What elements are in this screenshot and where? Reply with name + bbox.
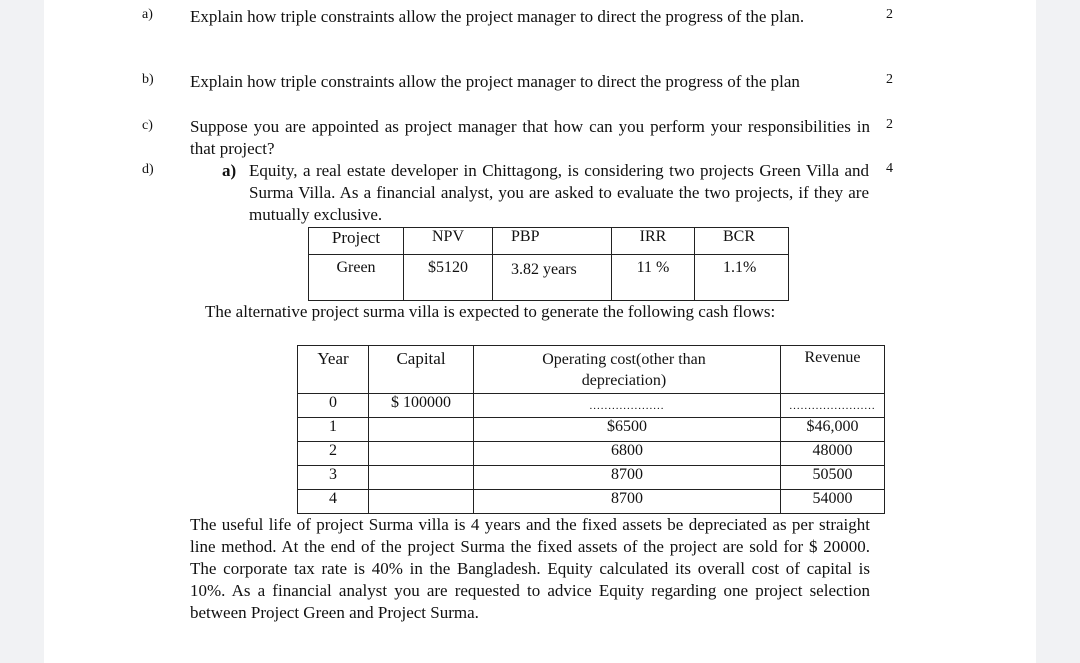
- partd-intro: Equity, a real estate developer in Chittagong, is considering two projects Green Villa and Surma Villa. As a financial analyst, you are asked to evaluate the two projects, if they are mutually exclusive.: [249, 161, 869, 224]
- question-b-label: b): [142, 72, 154, 87]
- cash-cell-revenue: 54000: [781, 490, 885, 514]
- cash-cell-revenue: $46,000: [781, 418, 885, 442]
- cash-header-row: [298, 346, 885, 394]
- question-c-marks: 2: [886, 117, 893, 132]
- cash-cell-operating-cost: $6500: [474, 418, 781, 442]
- green-header-bcr: BCR: [695, 228, 789, 255]
- cash-cell-operating-cost: 6800: [474, 442, 781, 466]
- cash-cell-year: 2: [298, 442, 369, 466]
- cash-cell-revenue: .......................: [781, 394, 885, 418]
- cash-cell-revenue: 50500: [781, 466, 885, 490]
- cash-cell-year: 4: [298, 490, 369, 514]
- green-header-project: Project: [309, 228, 404, 255]
- closing-paragraph: The useful life of project Surma villa is 4 years and the fixed assets be depreciated as per straight line method. At the end of the project Surma the fixed assets of the project are sold for $ 20000. The corporate tax rate is 40% in the Bangladesh. Equity calculated its overall cost of capital is 10%. As a financial analyst you are requested to advice Equity regarding one project selection between Project Green and Project Surma.: [190, 515, 870, 622]
- cash-cell-capital: [369, 490, 474, 514]
- cashflow-table: [297, 345, 885, 514]
- cash-row: [298, 394, 885, 418]
- partd-sub-label: a): [222, 161, 237, 180]
- green-project-table: [308, 227, 789, 301]
- question-c-label: c): [142, 118, 153, 133]
- cash-row: [298, 466, 885, 490]
- question-a-label: a): [142, 7, 153, 22]
- cash-cell-capital: $ 100000: [369, 394, 474, 418]
- green-header-npv: NPV: [404, 228, 493, 255]
- green-header-irr: IRR: [612, 228, 695, 255]
- green-cell-pbp: 3.82 years: [493, 255, 612, 301]
- question-b-text: Explain how triple constraints allow the project manager to direct the progress of the plan: [190, 72, 800, 91]
- green-cell-project: Green: [309, 255, 404, 301]
- cash-cell-operating-cost: 8700: [474, 490, 781, 514]
- cash-cell-year: 0: [298, 394, 369, 418]
- question-d-label: d): [142, 162, 154, 177]
- green-table-header-row: [309, 228, 789, 255]
- cash-row: [298, 490, 885, 514]
- green-table-row: [309, 255, 789, 301]
- cash-cell-operating-cost: ....................: [474, 394, 781, 418]
- green-header-pbp: PBP: [493, 228, 612, 255]
- question-a-text: Explain how triple constraints allow the project manager to direct the progress of the plan.: [190, 7, 805, 26]
- cash-row: [298, 442, 885, 466]
- cash-cell-operating-cost: 8700: [474, 466, 781, 490]
- cash-cell-year: 1: [298, 418, 369, 442]
- question-d-marks: 4: [886, 161, 893, 176]
- cash-cell-revenue: 48000: [781, 442, 885, 466]
- cash-cell-year: 3: [298, 466, 369, 490]
- green-cell-irr: 11 %: [612, 255, 695, 301]
- green-cell-bcr: 1.1%: [695, 255, 789, 301]
- green-cell-npv: $5120: [404, 255, 493, 301]
- question-sheet: [44, 0, 1036, 663]
- cash-cell-capital: [369, 418, 474, 442]
- cash-header-capital: Capital: [369, 346, 474, 394]
- question-b-marks: 2: [886, 72, 893, 87]
- question-c-text: Suppose you are appointed as project manager that how can you perform your responsibilities in that project?: [190, 117, 870, 158]
- cash-cell-capital: [369, 442, 474, 466]
- question-a-marks: 2: [886, 7, 893, 22]
- cash-header-year: Year: [298, 346, 369, 394]
- alternative-text: The alternative project surma villa is expected to generate the following cash flows:: [205, 302, 776, 321]
- cash-header-revenue: Revenue: [781, 346, 885, 394]
- cash-cell-capital: [369, 466, 474, 490]
- cash-row: [298, 418, 885, 442]
- cash-header-operating-cost: Operating cost(other than depreciation): [474, 346, 781, 394]
